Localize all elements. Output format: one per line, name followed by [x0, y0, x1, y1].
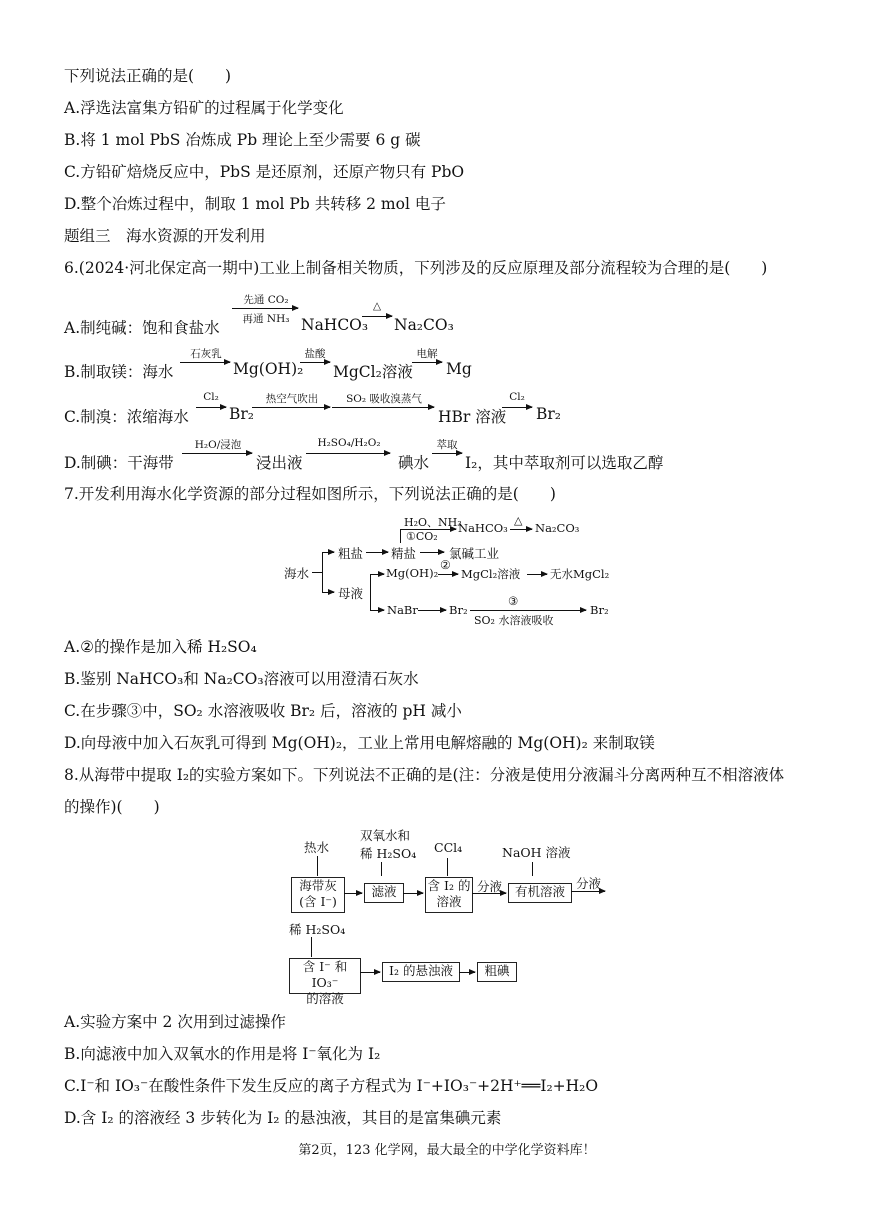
q7-nabr: NaBr [387, 603, 418, 617]
q8-crude-iodine: 粗碘 [484, 963, 510, 978]
q7-arrow-refined [366, 552, 388, 553]
q6c-br2-final: Br₂ [536, 405, 562, 423]
q7-br2a: Br₂ [449, 603, 468, 617]
q8-option-a: A.实验方案中 2 次用到过滤操作 [64, 1013, 286, 1031]
q6d-arrow2 [306, 453, 390, 454]
q8-mix-line1: 含 I⁻ 和 IO₃⁻ [302, 959, 348, 990]
q5-option-c: C.方铅矿焙烧反应中，PbS 是还原剂，还原产物只有 PbO [64, 163, 465, 181]
q7-na2co3: Na₂CO₃ [535, 521, 580, 535]
q7-h2o-nh3: H₂O、NH₃ [404, 516, 462, 529]
q8-arrow-i2-solution [403, 893, 423, 894]
q8-arrow-out [571, 891, 605, 892]
q7-stem: 7.开发利用海水化学资源的部分过程如图所示，下列说法正确的是( ) [64, 485, 556, 503]
q8-vline-2 [381, 862, 382, 876]
q6-stem: 6.(2024·河北保定高一期中)工业上制备相关物质，下列涉及的反应原理及部分流程较为合理的是( ) [64, 259, 768, 277]
q8-h2so4-b: 稀 H₂SO₄ [289, 922, 346, 937]
group-3-heading: 题组三 海水资源的开发利用 [64, 227, 266, 245]
q8-box-mix [289, 958, 361, 1006]
q8-suspension: I₂ 的悬浊液 [389, 963, 453, 978]
q6c-hbr: HBr 溶液 [438, 408, 507, 426]
q5-option-b: B.将 1 mol PbS 冶炼成 Pb 理论上至少需要 6 g 碳 [64, 131, 421, 149]
q6c-arrow4 [502, 407, 532, 408]
q6a-arrow1-top: 先通 CO₂ [243, 294, 289, 306]
q7-chlor-alkali: 氯碱工业 [449, 546, 500, 561]
q8-box-i2-solution [425, 877, 473, 913]
q7-nahco3: NaHCO₃ [458, 521, 508, 535]
q7-option-b: B.鉴别 NaHCO₃和 Na₂CO₃溶液可以用澄清石灰水 [64, 670, 419, 688]
q8-vline-4 [532, 862, 533, 876]
q8-sep1: 分液 [477, 879, 503, 894]
q6c-arrow3-top: SO₂ 吸收溴蒸气 [346, 393, 422, 405]
q5-option-d: D.整个冶炼过程中，制取 1 mol Pb 共转移 2 mol 电子 [64, 195, 446, 213]
q7-refined-salt: 精盐 [391, 546, 417, 561]
q6d-arrow1 [182, 453, 252, 454]
q6a-arrow2-top: △ [372, 300, 382, 312]
q7-arrow-br2a [418, 610, 446, 611]
q8-stem-line1: 8.从海带中提取 I₂的实验方案如下。下列说法不正确的是(注：分液是使用分液漏斗分离两种互不相溶液体 [64, 766, 785, 784]
q6b-arrow2-top: 盐酸 [304, 348, 326, 360]
q7-crude-salt: 粗盐 [338, 546, 364, 561]
q6c-arrow3 [332, 407, 434, 408]
q6a-arrow1-bottom: 再通 NH₃ [242, 313, 290, 325]
q8-ash-sub: (含 I⁻) [299, 894, 337, 909]
q8-option-d: D.含 I₂ 的溶液经 3 步转化为 I₂ 的悬浊液，其目的是富集碘元素 [64, 1109, 502, 1127]
q8-arrow-organic [472, 893, 506, 894]
page-footer: 第2页，123 化学网，最大最全的中学化学资料库！ [298, 1143, 596, 1158]
q7-option-a: A.②的操作是加入稀 H₂SO₄ [64, 638, 257, 656]
q6a-arrow2 [362, 316, 392, 317]
q6c-arrow4-top: Cl₂ [509, 391, 525, 403]
q8-contains-i2: 含 I₂ 的 [427, 878, 471, 893]
q7-option-d: D.向母液中加入石灰乳可得到 Mg(OH)₂，工业上常用电解熔融的 Mg(OH)₂ 来制取镁 [64, 734, 655, 752]
q8-vline-3 [447, 858, 448, 876]
q6b-mg: Mg [446, 360, 472, 378]
q7-anhydrous: 无水MgCl₂ [550, 567, 610, 581]
q8-ccl4: CCl₄ [434, 840, 463, 855]
q7-arrow-na2co3 [510, 529, 532, 530]
q6a-nahco3: NaHCO₃ [301, 316, 369, 334]
q8-mix-line2: 的溶液 [306, 991, 344, 1006]
q8-vline-5 [311, 937, 312, 957]
q6a-na2co3: Na₂CO₃ [394, 316, 454, 334]
q7-so2-absorb: SO₂ 水溶液吸收 [474, 614, 554, 627]
q6d-arrow3 [432, 453, 462, 454]
q8-option-c: C.I⁻和 IO₃⁻在酸性条件下发生反应的离子方程式为 I⁻+IO₃⁻+2H⁺══I₂+H₂O [64, 1077, 599, 1095]
q6c-head: C.制溴：浓缩海水 [64, 408, 189, 426]
q7-delta: △ [514, 514, 523, 527]
q7-br2b: Br₂ [590, 603, 609, 617]
q6d-arrow2-top: H₂SO₄/H₂O₂ [317, 437, 381, 449]
q6c-br2: Br₂ [229, 405, 255, 423]
q7-arrow-anhydrous [527, 574, 547, 575]
q8-ash: 海带灰 [299, 878, 337, 893]
q8-box-crude [477, 962, 517, 982]
q7-mgcl2: MgCl₂溶液 [461, 567, 521, 581]
q7-arrow-br2b [470, 610, 586, 611]
q6b-arrow2 [300, 362, 330, 363]
q7-mother-liquor: 母液 [338, 586, 364, 601]
q8-organic: 有机溶液 [514, 884, 565, 899]
q8-filtrate: 滤液 [371, 884, 397, 899]
q6d-arrow1-top: H₂O/浸泡 [194, 439, 242, 451]
q7-branch-stub [312, 572, 322, 573]
q7-mgoh2: Mg(OH)₂ [386, 566, 439, 580]
q7-arrow-salt-nahco3 [400, 529, 456, 530]
q6a-head: A.制纯碱：饱和食盐水 [64, 319, 220, 337]
q6d-head: D.制碘：干海带 [64, 454, 174, 472]
q6b-head: B.制取镁：海水 [64, 363, 174, 381]
q8-box-organic [508, 883, 572, 903]
q6b-arrow1 [180, 362, 230, 363]
q6c-arrow1-top: Cl₂ [203, 391, 219, 403]
q6d-end: I₂，其中萃取剂可以选取乙醇 [465, 454, 664, 472]
q6b-arrow3-top: 电解 [416, 348, 438, 360]
q8-sep2: 分液 [576, 876, 602, 891]
q7-arrow-nabr [370, 610, 384, 611]
q7-co2: ①CO₂ [406, 530, 438, 543]
q8-option-b: B.向滤液中加入双氧水的作用是将 I⁻氧化为 I₂ [64, 1045, 381, 1063]
q8-h2so4-a: 稀 H₂SO₄ [360, 846, 417, 861]
q6a-arrow1 [232, 308, 298, 309]
q7-up-line [400, 529, 401, 543]
q8-box-ash [291, 877, 345, 913]
q5-stem: 下列说法正确的是( ) [64, 67, 232, 85]
q8-vline-1 [317, 856, 318, 876]
q6b-arrow3 [412, 362, 442, 363]
q8-arrow-suspension [360, 972, 380, 973]
q7-circle2: ② [440, 558, 451, 572]
q8-stem-line2: 的操作)( ) [64, 798, 160, 816]
q8-h2o2: 双氧水和 [360, 828, 411, 843]
q6c-arrow1 [196, 407, 226, 408]
q7-seawater: 海水 [284, 566, 310, 581]
q6b-arrow1-top: 石灰乳 [190, 348, 222, 360]
q6d-arrow3-top: 萃取 [436, 439, 458, 451]
q8-hot-water: 热水 [304, 840, 330, 855]
q7-arrow-mgoh2 [370, 574, 384, 575]
q6d-iodine-water: 碘水 [398, 454, 430, 472]
q8-arrow-filtrate [344, 893, 362, 894]
q7-circle3: ③ [508, 594, 519, 608]
q7-option-c: C.在步骤③中，SO₂ 水溶液吸收 Br₂ 后，溶液的 pH 减小 [64, 702, 462, 720]
q8-box-filtrate [364, 883, 404, 903]
q8-solution: 溶液 [436, 894, 462, 909]
q6c-arrow2 [252, 407, 330, 408]
q5-option-a: A.浮选法富集方铅矿的过程属于化学变化 [64, 99, 344, 117]
q7-arrow-mother [322, 592, 334, 593]
q7-mother-branch [370, 574, 371, 610]
q6b-mgoh2: Mg(OH)₂ [233, 360, 304, 378]
q7-arrow-chlor [420, 552, 444, 553]
q6c-arrow2-top: 热空气吹出 [265, 393, 319, 405]
q6d-extract: 浸出液 [256, 454, 303, 472]
q8-box-suspension [382, 962, 460, 982]
q7-branch-vertical [322, 552, 323, 592]
q6b-mgcl2: MgCl₂溶液 [333, 363, 413, 381]
q8-arrow-crude [459, 972, 475, 973]
q7-arrow-mgcl2 [438, 574, 458, 575]
q7-arrow-crude [322, 552, 334, 553]
q8-naoh: NaOH 溶液 [502, 845, 571, 860]
